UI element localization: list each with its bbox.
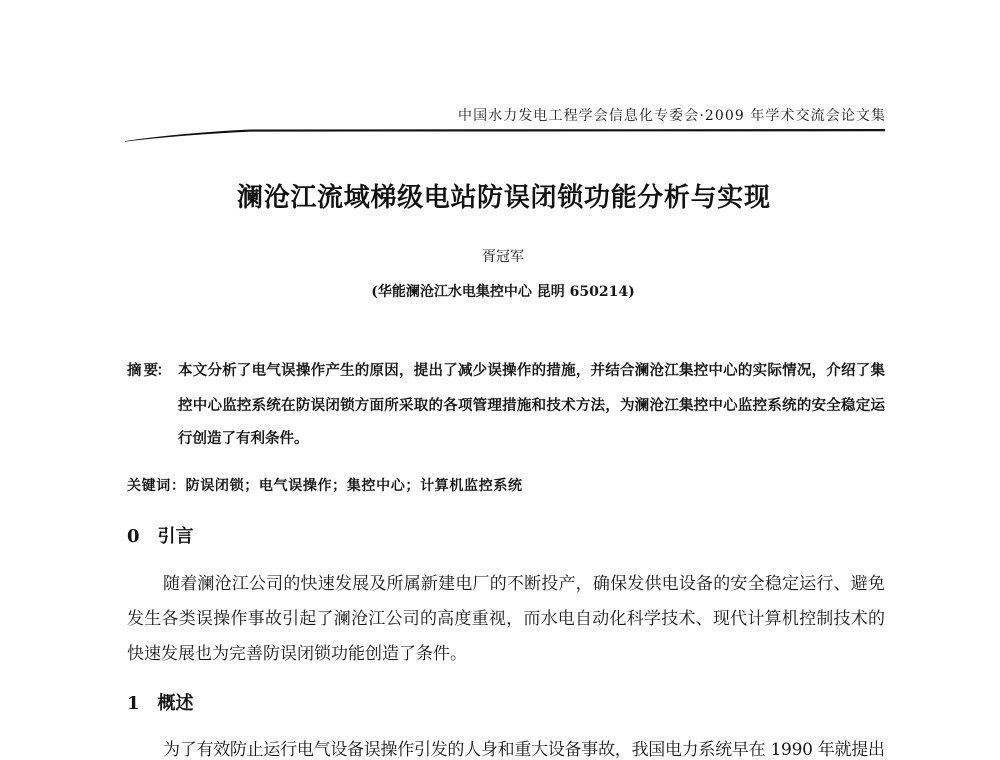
section-heading-introduction: [127, 527, 194, 548]
section-title: 引言: [157, 526, 194, 547]
section-heading-overview: [127, 694, 194, 715]
paragraph-line: 为了有效防止运行电气设备误操作引发的人身和重大设备事故，我国电力系统早在 1990 年就提出: [163, 740, 885, 760]
keywords-text: 防误闭锁；电气误操作；集控中心；计算机监控系统: [185, 478, 523, 494]
author-name: 胥冠军: [482, 249, 524, 265]
paper-title: 澜沧江流域梯级电站防误闭锁功能分析与实现: [237, 183, 771, 213]
running-header: 中国水力发电工程学会信息化专委会·2009 年学术交流会论文集: [458, 108, 887, 124]
paragraph-line: 随着澜沧江公司的快速发展及所属新建电厂的不断投产，确保发供电设备的安全稳定运行、避免: [163, 574, 886, 594]
abstract-line: 本文分析了电气误操作产生的原因，提出了减少误操作的措施，并结合澜沧江集控中心的实际情况，介绍了集: [178, 362, 886, 379]
keywords: [127, 478, 523, 494]
section-title: 概述: [157, 693, 194, 714]
abstract-label: 摘 要：: [127, 362, 170, 379]
section-number: 0: [127, 526, 140, 547]
abstract-line: 控中心监控系统在防误闭锁方面所采取的各项管理措施和技术方法，为澜沧江集控中心监控系统的安全稳定运: [178, 397, 886, 414]
section-number: 1: [127, 693, 140, 714]
header-rule: [120, 122, 890, 146]
abstract-line: 行创造了有利条件。: [178, 430, 309, 447]
keywords-label: 关键词：: [127, 478, 186, 494]
author-affiliation: (华能澜沧江水电集控中心 昆明 650214): [371, 284, 635, 300]
paragraph-line: 发生各类误操作事故引起了澜沧江公司的高度重视，而水电自动化科学技术、现代计算机控制技术的: [127, 609, 886, 629]
paragraph-line: 快速发展也为完善防误闭锁功能创造了条件。: [127, 644, 467, 664]
